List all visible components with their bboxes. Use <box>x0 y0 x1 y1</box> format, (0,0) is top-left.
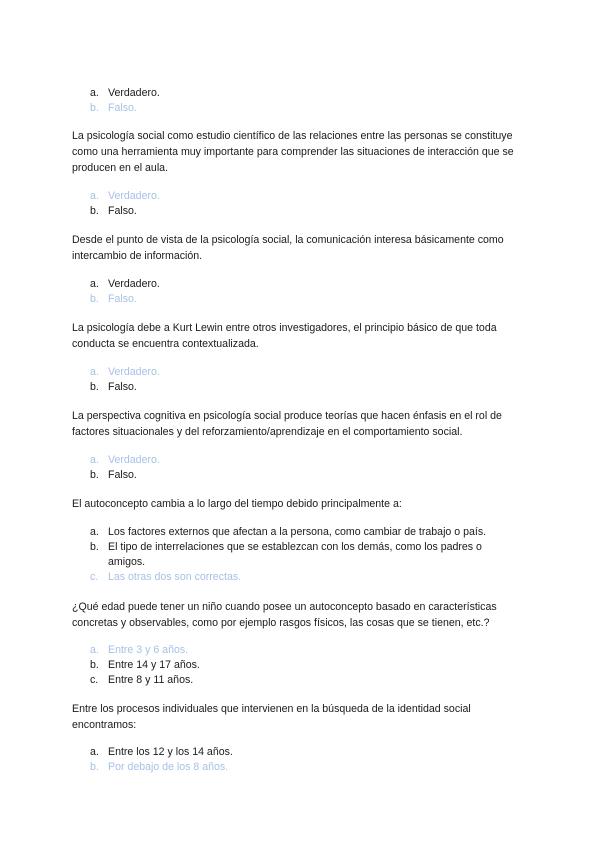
option-a <box>90 643 510 658</box>
option-text: Verdadero. <box>108 454 160 466</box>
option-text: Falso. <box>108 293 137 305</box>
option-text: Falso. <box>108 469 137 481</box>
option-text: Entre los 12 y los 14 años. <box>108 746 233 758</box>
question-text: Desde el punto de vista de la psicología social, la comunicación interesa básicamente como intercambio de información. <box>72 234 504 262</box>
option-letter: b. <box>90 381 99 393</box>
option-text: Entre 3 y 6 años. <box>108 644 189 656</box>
option-a <box>90 525 510 540</box>
option-letter: a. <box>90 644 99 656</box>
option-b <box>90 204 510 219</box>
option-b <box>90 292 510 307</box>
option-a <box>90 277 510 292</box>
question-text: La psicología social como estudio científico de las relaciones entre las personas se constituye como una herramienta muy importante para comprender las situaciones de interacción que se producen en el aula. <box>72 130 514 174</box>
option-letter: a. <box>90 746 99 758</box>
option-c <box>90 673 510 688</box>
option-text: Los factores externos que afectan a la persona, como cambiar de trabajo o país. <box>108 526 487 538</box>
option-letter: b. <box>90 293 99 305</box>
option-text: Verdadero. <box>108 87 160 99</box>
answer-options <box>90 277 510 307</box>
option-letter: b. <box>90 761 99 773</box>
option-text: Verdadero. <box>108 366 160 378</box>
option-letter: b. <box>90 102 99 114</box>
option-a <box>90 745 510 760</box>
question-text: La psicología debe a Kurt Lewin entre otros investigadores, el principio básico de que toda conducta se encuentra contextualizada. <box>72 322 497 350</box>
option-text: Falso. <box>108 102 137 114</box>
option-b <box>90 468 510 483</box>
option-letter: b. <box>90 541 99 553</box>
option-text: Verdadero. <box>108 278 160 290</box>
option-letter: a. <box>90 454 99 466</box>
option-letter: b. <box>90 469 99 481</box>
option-a <box>90 189 510 204</box>
option-a <box>90 453 510 468</box>
answer-options <box>90 745 510 775</box>
answer-options <box>90 643 510 688</box>
option-letter: b. <box>90 659 99 671</box>
option-text: Por debajo de los 8 años. <box>108 761 229 773</box>
option-text: Falso. <box>108 205 137 217</box>
answer-options <box>90 86 510 116</box>
option-a <box>90 365 510 380</box>
option-text: El tipo de interrelaciones que se establezcan con los demás, como los padres o amigos. <box>108 541 482 568</box>
option-letter: a. <box>90 278 99 290</box>
option-letter: a. <box>90 87 99 99</box>
question-text: La perspectiva cognitiva en psicología social produce teorías que hacen énfasis en el rol de factores situacionales y del reforzamiento/aprendizaje en el comportamiento social. <box>72 410 502 438</box>
question-text: ¿Qué edad puede tener un niño cuando posee un autoconcepto basado en características concretas y observables, como por ejemplo rasgos físicos, las cosas que se tienen, etc.? <box>72 601 497 629</box>
question-text: El autoconcepto cambia a lo largo del tiempo debido principalmente a: <box>72 498 402 510</box>
answer-options <box>90 525 510 585</box>
option-letter: a. <box>90 366 99 378</box>
option-b <box>90 540 510 570</box>
option-b <box>90 101 510 116</box>
option-letter: b. <box>90 205 99 217</box>
option-letter: c. <box>90 674 99 686</box>
question-text: Entre los procesos individuales que intervienen en la búsqueda de la identidad social encontramos: <box>72 703 471 731</box>
option-a <box>90 86 510 101</box>
answer-options <box>90 365 510 395</box>
option-letter: a. <box>90 190 99 202</box>
option-b <box>90 658 510 673</box>
option-text: Entre 8 y 11 años. <box>108 674 194 686</box>
answer-options <box>90 189 510 219</box>
option-text: Las otras dos son correctas. <box>108 571 242 583</box>
option-text: Verdadero. <box>108 190 160 202</box>
answer-options <box>90 453 510 483</box>
option-text: Entre 14 y 17 años. <box>108 659 200 671</box>
option-b <box>90 760 510 775</box>
option-text: Falso. <box>108 381 137 393</box>
option-letter: c. <box>90 571 99 583</box>
option-letter: a. <box>90 526 99 538</box>
option-b <box>90 380 510 395</box>
option-c <box>90 570 510 585</box>
